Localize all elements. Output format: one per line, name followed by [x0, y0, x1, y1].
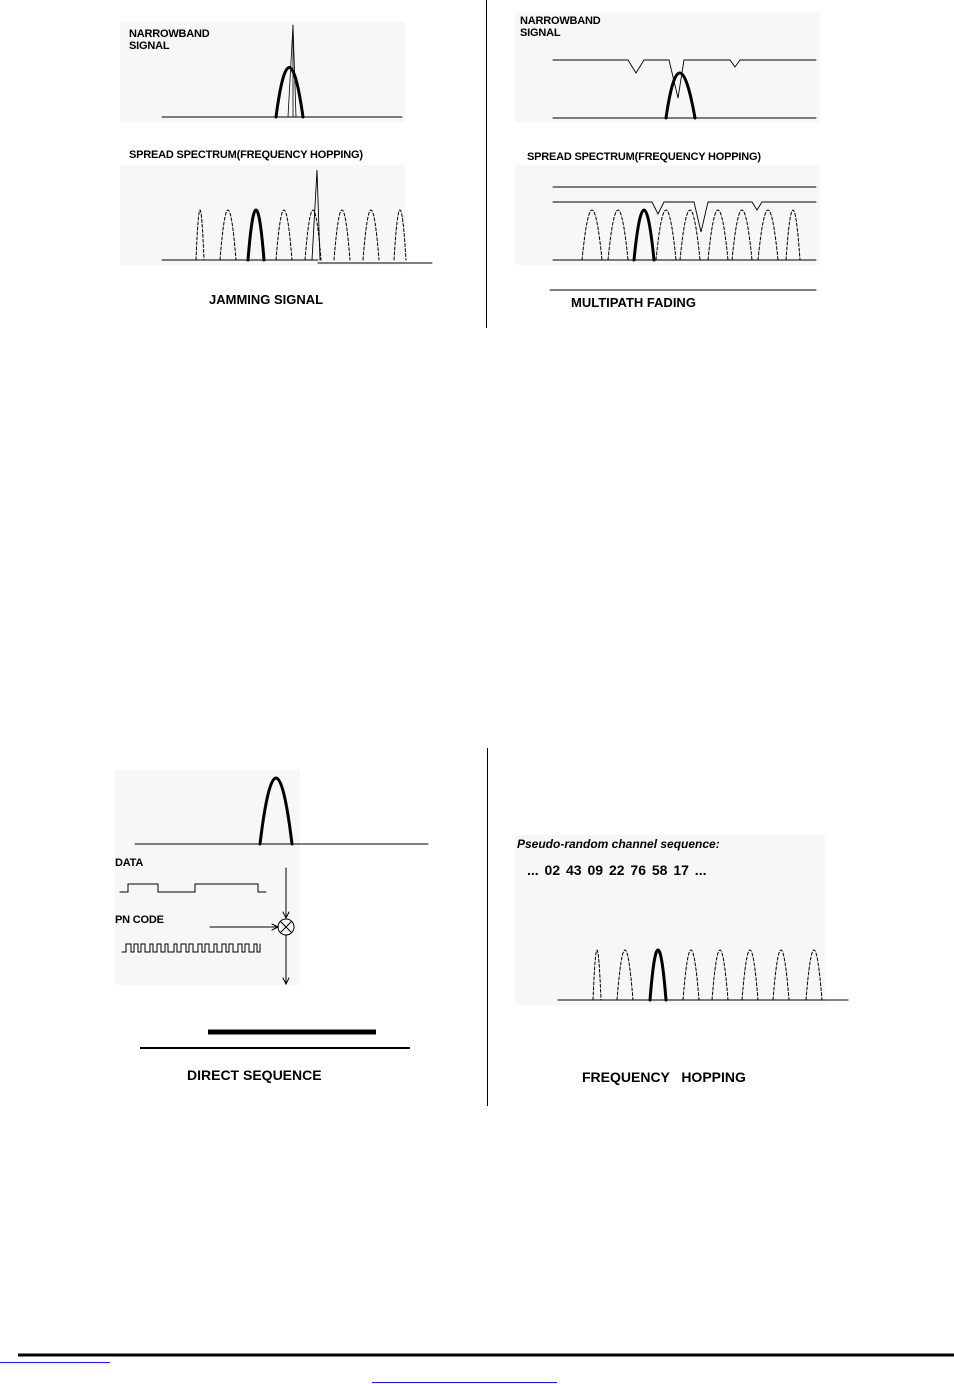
tr-signal-label: SIGNAL: [520, 27, 561, 39]
tl-spread-title: SPREAD SPECTRUM(FREQUENCY HOPPING): [129, 149, 363, 161]
footer-link-center[interactable]: [372, 1382, 557, 1383]
br-frequency-hopping-graph: [558, 950, 848, 1000]
tr-caption-multipath: MULTIPATH FADING: [571, 295, 696, 310]
tl-caption-jamming: JAMMING SIGNAL: [209, 292, 324, 307]
br-caption-frequency-hopping: FREQUENCY HOPPING: [582, 1069, 746, 1085]
bl-data-label: DATA: [115, 857, 144, 869]
tr-narrowband-graph: [553, 60, 816, 118]
br-sequence-values: [527, 862, 706, 878]
tr-spread-title: SPREAD SPECTRUM(FREQUENCY HOPPING): [527, 151, 761, 163]
br-sequence-highlight: 09: [587, 862, 604, 878]
tl-signal-label: SIGNAL: [129, 40, 170, 52]
br-sequence-suffix: 22 76 58 17 ...: [608, 862, 707, 878]
tr-spread-graph: [550, 187, 816, 290]
tl-narrowband-label: NARROWBAND: [129, 28, 210, 40]
tr-narrowband-label: NARROWBAND: [520, 15, 601, 27]
br-sequence-title: Pseudo-random channel sequence:: [517, 837, 720, 851]
footer-link-left[interactable]: [0, 1362, 110, 1363]
tl-spread-graph: [162, 170, 432, 263]
br-sequence-prefix: ... 02 43: [527, 862, 582, 878]
bl-pn-code-label: PN CODE: [115, 914, 164, 926]
bl-direct-sequence-graph: [120, 778, 428, 1048]
bl-caption-direct-sequence: DIRECT SEQUENCE: [187, 1067, 322, 1083]
